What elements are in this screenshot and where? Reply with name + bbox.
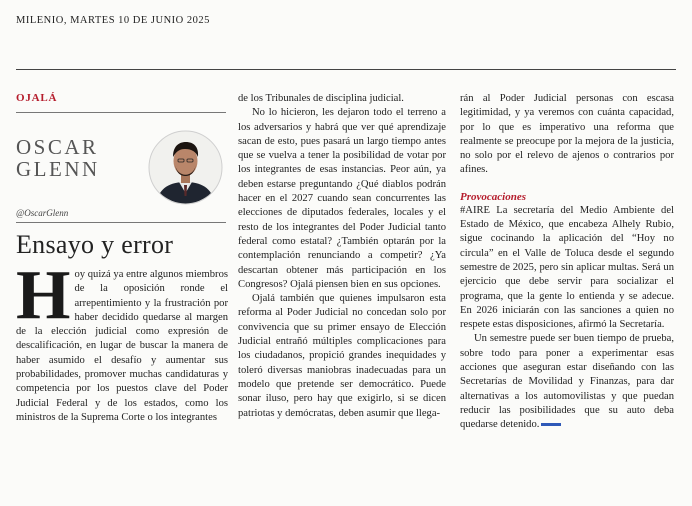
end-mark [541, 423, 561, 426]
article-body-col1 [16, 257, 228, 425]
paragraph: rán al Poder Judicial personas con escasa legitimidad, y ya veremos con cuánta capacidad, por lo que es imperativo una reforma que realmente se preocupe por la mejora de la justicia, no solo por el relevo de ajenos o contrarios por afines. [460, 93, 674, 176]
headline-rule [16, 222, 226, 223]
paragraph: Ojalá también que quienes impulsaron esta reforma al Poder Judicial no concedan solo por convivencia que su primer ensayo de Elección Judicial entrañó múltiples complicaciones para los ciudadanos, propició grandes inequidades y toleró diversas maniobras inadecuadas para un modelo que pretende ser democrático. Puede sonar iluso, pero hay que exigirlo, si se dicen patriotas y demócratas, deben asumir que llega- [238, 293, 446, 419]
body-text-col1: oy quizá ya entre algunos miembros de la oposición ronde el arrepentimiento y la frustración por haber decidido quedarse al margen de la elección judicial como expresión de descalificación, en lugar de buscar la manera de haber asumido el desafío y aumentar sus probabilidades, promover muchas candidaturas y competencia por los puestos clave del Poder Judicial Federal y de los estados, como los ministros de la Suprema Corte o los integrantes [16, 269, 228, 423]
paragraph: No lo hicieron, les dejaron todo el terreno a los adversarios y habrá que ver qué aprendizaje sacan de esto, pues pasará un largo tiempo antes que se vuelva a tener la posibilidad de votar por los integrantes de esas instancias. Peor aún, ya deben estarse preguntando ¿Qué diablos podrán hacer en el 2027 cuando sean concurrentes las elecciones de diputados federales, locales y el resto de los integrantes del Poder Judicial tanto federal como estatal? ¿También optarán por la contemplación renunciando a competir? ¿Ya descartan obtener más participación en los Congresos? Ojalá piensen bien en sus opciones. [238, 107, 446, 290]
paragraph-final [460, 332, 674, 432]
column-3 [460, 92, 674, 433]
paragraph: de los Tribunales de disciplina judicial. [238, 93, 404, 104]
author-first-name: OSCAR [16, 135, 99, 159]
section-label: OJALÁ [16, 92, 58, 104]
column-2 [238, 92, 446, 421]
dateline: MILENIO, MARTES 10 DE JUNIO 2025 [16, 15, 210, 26]
section-rule [16, 112, 226, 113]
drop-cap: H [16, 257, 71, 334]
subheading-provocaciones: Provocaciones [460, 190, 526, 203]
author-handle: @OscarGlenn [16, 208, 69, 218]
paragraph: #AIRE La secretaría del Medio Ambiente del Estado de México, que encabeza Alhely Rubio, sigue cocinando la aplicación del “Hoy no circula” en el Valle de Toluca desde el segundo semestre de 2025, pero sin aplicar multas. Será un ejercicio que debe servir para socializar el programa, que la gente lo entienda y se adecue. En 2026 iniciarán con las sanciones a quien no respete estas disposiciones, afirmó la Secretaría. [460, 204, 674, 331]
author-last-name: GLENN [16, 157, 100, 181]
headline: Ensayo y error [16, 230, 174, 259]
final-text: Un semestre puede ser buen tiempo de prueba, sobre todo para poner a experimentar esas acciones que aseguran estar diseñando con las Secretarías de Movilidad y Finanzas, para dar alternativas a los automovilistas y que puedan reducir las posibilidades que su auto deba quedarse detenido. [460, 333, 674, 431]
column-1 [16, 92, 228, 423]
author-portrait [148, 130, 223, 205]
author-name [16, 136, 100, 180]
top-rule [16, 69, 676, 70]
